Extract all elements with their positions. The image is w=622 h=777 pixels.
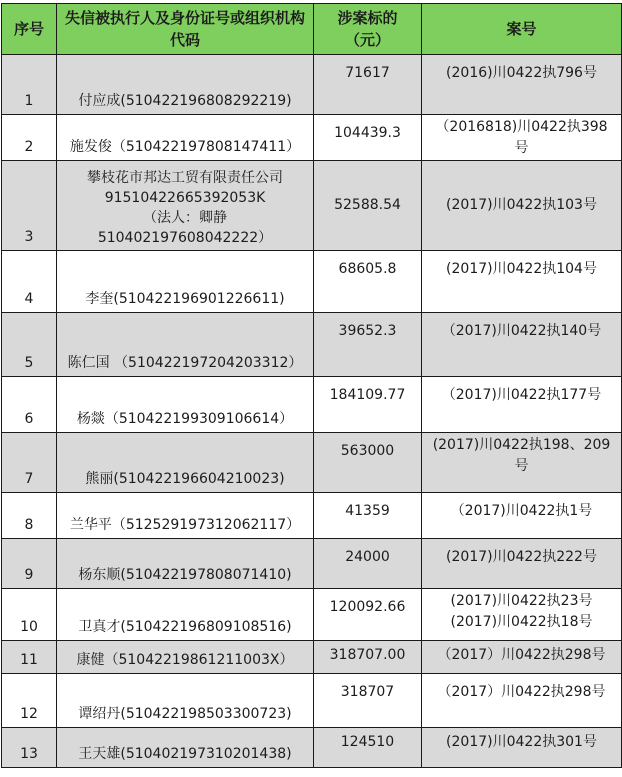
cell-amount: 318707.00 (314, 641, 422, 674)
header-amount-line2: （元） (344, 31, 390, 49)
cell-debtor (57, 313, 314, 377)
case-line: (2016)川0422执796号 (446, 65, 597, 81)
cell-debtor (57, 539, 314, 589)
cell-debtor (57, 251, 314, 313)
cell-debtor (57, 161, 314, 251)
table-row (2, 641, 622, 674)
cell-seq: 3 (2, 161, 57, 251)
case-line: (2017)川0422执301号 (446, 734, 597, 750)
cell-seq: 12 (2, 674, 57, 728)
case-line: （2017)川0422执1号 (450, 503, 593, 519)
header-seq: 序号 (2, 4, 57, 55)
cell-amount: 41359 (314, 493, 422, 539)
debtor-line: 杨燚（510422199309106614） (76, 411, 294, 427)
debtor-line: 91510422665392053K (104, 190, 266, 206)
case-line: (2017)川0422执103号 (446, 197, 597, 213)
debtor-line: 510402197608042222） (97, 230, 273, 246)
debtor-line: 李奎(510422196901226611) (85, 291, 285, 307)
case-line: (2017)川0422执104号 (446, 261, 597, 277)
cell-debtor (57, 728, 314, 768)
cell-debtor (57, 493, 314, 539)
cell-case-number (422, 728, 622, 768)
cell-seq: 8 (2, 493, 57, 539)
cell-amount: 68605.8 (314, 251, 422, 313)
debtor-line: 杨东顺(510422197808071410) (78, 567, 292, 583)
debtor-line: 王天雄(510402197310201438) (78, 746, 292, 762)
case-line: (2017)川0422执23号 (450, 593, 593, 609)
case-line: (2017)川0422执198、209 (432, 437, 611, 453)
cell-case-number (422, 251, 622, 313)
debtor-line: 兰华平（512529197312062117） (69, 517, 301, 533)
cell-seq: 10 (2, 589, 57, 641)
debtor-line: 康健（51042219861211003X） (76, 652, 294, 668)
cell-seq: 9 (2, 539, 57, 589)
cell-case-number (422, 589, 622, 641)
cell-debtor (57, 433, 314, 493)
debtor-line: 卫真才(510422196809108516) (78, 619, 292, 635)
cell-seq: 6 (2, 377, 57, 433)
cell-seq: 13 (2, 728, 57, 768)
case-line: 号 (514, 458, 529, 474)
cell-amount: 71617 (314, 55, 422, 115)
cell-debtor (57, 674, 314, 728)
cell-debtor (57, 115, 314, 161)
cell-case-number (422, 377, 622, 433)
case-line: (2017)川0422执222号 (446, 549, 597, 565)
cell-case-number (422, 539, 622, 589)
table-row (2, 433, 622, 493)
table-row (2, 377, 622, 433)
table-body (2, 55, 622, 768)
table-row (2, 728, 622, 768)
case-line: 号 (514, 140, 529, 156)
header-row (2, 4, 622, 55)
cell-case-number (422, 674, 622, 728)
header-name: 失信被执行人及身份证号或组织机构代码 (57, 4, 314, 55)
case-line: (2017)川0422执18号 (450, 614, 593, 630)
table-row (2, 55, 622, 115)
cell-debtor (57, 589, 314, 641)
cell-case-number (422, 161, 622, 251)
table-row (2, 674, 622, 728)
table-row (2, 589, 622, 641)
cell-case-number (422, 115, 622, 161)
case-line: （2016818)川0422执398 (435, 119, 608, 135)
case-line: （2017)川0422执177号 (441, 387, 602, 403)
case-line: （2017）川0422执298号 (437, 647, 606, 663)
header-case: 案号 (422, 4, 622, 55)
cell-case-number (422, 641, 622, 674)
cell-amount: 52588.54 (314, 161, 422, 251)
debtor-line: 熊丽(510422196604210023) (85, 471, 285, 487)
table-row (2, 539, 622, 589)
table-row (2, 493, 622, 539)
debtor-table (1, 3, 622, 768)
cell-debtor (57, 641, 314, 674)
cell-seq: 5 (2, 313, 57, 377)
debtor-line: 陈仁国 （510422197204203312） (67, 355, 303, 371)
cell-case-number (422, 433, 622, 493)
table-row (2, 115, 622, 161)
cell-amount: 184109.77 (314, 377, 422, 433)
cell-debtor (57, 55, 314, 115)
cell-amount: 563000 (314, 433, 422, 493)
cell-seq: 1 (2, 55, 57, 115)
cell-seq: 2 (2, 115, 57, 161)
cell-seq: 11 (2, 641, 57, 674)
debtor-line: 施发俊（510422197808147411） (69, 139, 301, 155)
table-row (2, 313, 622, 377)
cell-case-number (422, 55, 622, 115)
cell-case-number (422, 313, 622, 377)
cell-seq: 4 (2, 251, 57, 313)
cell-amount: 24000 (314, 539, 422, 589)
cell-amount: 39652.3 (314, 313, 422, 377)
debtor-line: （法人：卿静 (143, 210, 227, 226)
cell-seq: 7 (2, 433, 57, 493)
cell-case-number (422, 493, 622, 539)
table-row (2, 161, 622, 251)
case-line: （2017)川0422执140号 (441, 323, 602, 339)
cell-debtor (57, 377, 314, 433)
table-row (2, 251, 622, 313)
debtor-line: 付应成(510422196808292219) (78, 93, 292, 109)
debtor-line: 谭绍丹(510422198503300723) (78, 706, 292, 722)
header-amount-line1: 涉案标的 (337, 9, 398, 27)
cell-amount: 104439.3 (314, 115, 422, 161)
cell-amount: 120092.66 (314, 589, 422, 641)
case-line: （2017）川0422执298号 (437, 684, 606, 700)
cell-amount: 124510 (314, 728, 422, 768)
header-amount (314, 4, 422, 55)
debtor-line: 攀枝花市邦达工贸有限责任公司 (87, 170, 283, 186)
cell-amount: 318707 (314, 674, 422, 728)
